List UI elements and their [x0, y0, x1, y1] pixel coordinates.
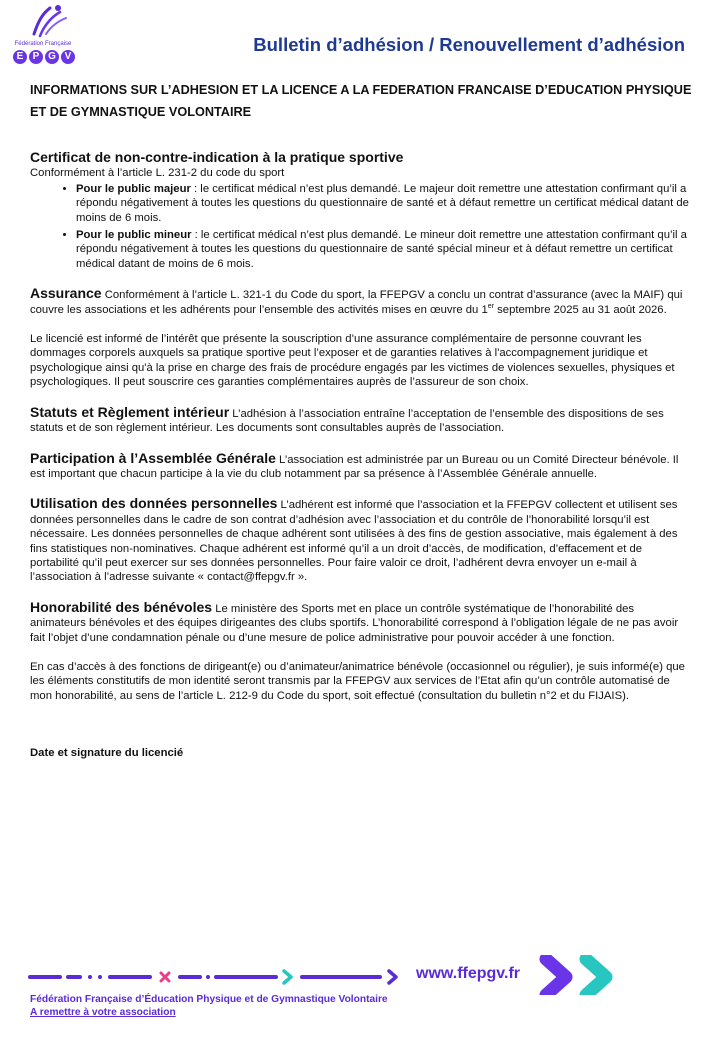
website-link[interactable]: www.ffepgv.fr [416, 965, 520, 982]
footer-remettre: A remettre à votre association [30, 1007, 176, 1018]
donnees-section [30, 496, 690, 584]
assurance-sup: er [487, 302, 494, 310]
bullet-text: : le certificat médical n’est plus demandé. Le mineur doit remettre une attestation confirmant qu’il a répondu négativement à toutes les questions du questionnaire de santé spécial mineur et à défaut remettre un certificat médical datant de moins de 6 mois. [76, 229, 687, 270]
honorabilite-text: Le ministère des Sports met en place un contrôle systématique de l’honorabilité des animateurs bénévoles et des équipes dirigeantes des clubs sportifs. L’honorabilité correspond à l’obligation légale de ne pas avoir fait l’objet d’une condamnation pénale ou d’une mesure de police administrative pour pouvoir accéder à une fonction. [30, 602, 679, 644]
footer-org: Fédération Française d’Éducation Physique et de Gymnastique Volontaire [30, 994, 388, 1005]
honorabilite-title: Honorabilité des bénévoles [30, 598, 213, 615]
honorabilite-section [30, 600, 690, 645]
signature-label: Date et signature du licencié [30, 747, 184, 760]
bullet-lead: Pour le public majeur [76, 182, 191, 195]
cross-icon [161, 973, 169, 981]
gymnast-logo-icon [28, 4, 70, 40]
certificat-section [30, 150, 690, 181]
logo-letter: G [45, 50, 59, 64]
epgv-logo [8, 4, 78, 70]
logo-org-text: Fédération Française [14, 41, 72, 47]
statuts-text: L’adhésion à l’association entraîne l’acceptation de l’ensemble des dispositions de ses statuts et de son règlement intérieur. Les documents sont consultables auprès de l’association. [30, 407, 664, 435]
big-chevron-icon [586, 959, 606, 995]
assurance-section [30, 286, 690, 317]
document-title: Bulletin d’adhésion / Renouvellement d’adhésion [253, 34, 685, 55]
document-body [30, 150, 690, 761]
honorabilite-paragraph-2: En cas d’accès à des fonctions de dirigeant(e) ou d’animateur/animatrice bénévole (occasionnel ou régulier), je suis informé(e) que les éléments constitutifs de mon identité seront transmis par la FFEPGV aux services de l’Etat afin qu’un contrôle automatisé de mon honorabilité, au sens de l’article L. 212-9 du Code du sport, soit effectué (consultation du bulletin n°2 et du FIJAIS). [30, 660, 685, 702]
logo-letter: V [61, 50, 75, 64]
bullet-text: : le certificat médical n’est plus demandé. Le majeur doit remettre une attestation confirmant qu’il a répondu négativement à toutes les questions du questionnaire de santé et à défaut remettre un certificat médical datant de moins de 6 mois. [76, 182, 689, 224]
assurance-title: Assurance [30, 285, 102, 302]
logo-letter: P [29, 50, 43, 64]
donnees-title: Utilisation des données personnelles [30, 495, 278, 512]
assurance-text-a: Conformément à l’article L. 321-1 du Code du sport, la FFEPGV a conclu un contrat d’assurance (avec la MAIF) qui couvre les associations et les adhérents pour l’ensemble des activités mises en œuvre du 1 [30, 289, 683, 316]
list-item [76, 182, 690, 225]
assurance-text-b: septembre 2025 au 31 août 2026. [494, 303, 667, 316]
list-item [76, 228, 690, 271]
statuts-section [30, 405, 690, 436]
footer-decoration [0, 955, 720, 995]
chevron-right-icon [284, 971, 291, 983]
assemblee-title: Participation à l’Assemblée Générale [30, 449, 276, 466]
bullet-lead: Pour le public mineur [76, 229, 192, 242]
certificat-intro: Conformément à l’article L. 231-2 du code du sport [30, 167, 285, 180]
assemblee-text: L’association est administrée par un Bureau ou un Comité Directeur bénévole. Il est important que chacun participe à la vie du club notamment par sa présence à l’Assemblée Générale annuelle. [30, 453, 679, 480]
assemblee-section [30, 451, 690, 482]
certificat-title: Certificat de non-contre-indication à la pratique sportive [30, 149, 404, 165]
assurance-paragraph-2: Le licencié est informé de l’intérêt que présente la souscription d’une assurance complémentaire de personne couvrant les dommages corporels auxquels sa pratique sportive peut l’exposer et de garanties relatives à l'accompagnement juridique et psychologique ainsi qu'à la prise en charge des frais de procédure engagés par les victimes de violences sexuelles, physiques et psychologiques. Il peut souscrire ces garanties complémentaires auprès de l’assureur de son choix. [30, 333, 675, 389]
logo-letters [13, 50, 75, 64]
statuts-title: Statuts et Règlement intérieur [30, 403, 230, 420]
donnees-text: L’adhérent est informé que l’association et la FFEPGV collectent et utilisent ses données personnelles dans le cadre de son contrat d’adhésion avec l’association et du contrôle de l’honorabilité lorsqu’il est nécessaire. Les données personnelles de chaque adhérent sont utilisées à des fins de gestion associative, mais également à des fins statistiques non-nominatives. Chaque adhérent est informé qu’il a un droit d’accès, de modification, d’effacement et de portabilité qu’il peut exercer sur ses données personnelles. Pour faire valoir ce droit, l’adhérent devra envoyer un e-mail à l’association à l’adresse suivante « contact@ffepgv.fr ». [30, 499, 678, 584]
big-chevron-icon [546, 959, 566, 995]
certificat-list [30, 182, 690, 271]
chevron-right-icon [389, 971, 396, 983]
logo-letter: E [13, 50, 27, 64]
main-heading: INFORMATIONS SUR L’ADHESION ET LA LICENCE A LA FEDERATION FRANCAISE D’EDUCATION PHYSIQUE ET DE GYMNASTIQUE VOLONTAIRE [30, 83, 692, 119]
